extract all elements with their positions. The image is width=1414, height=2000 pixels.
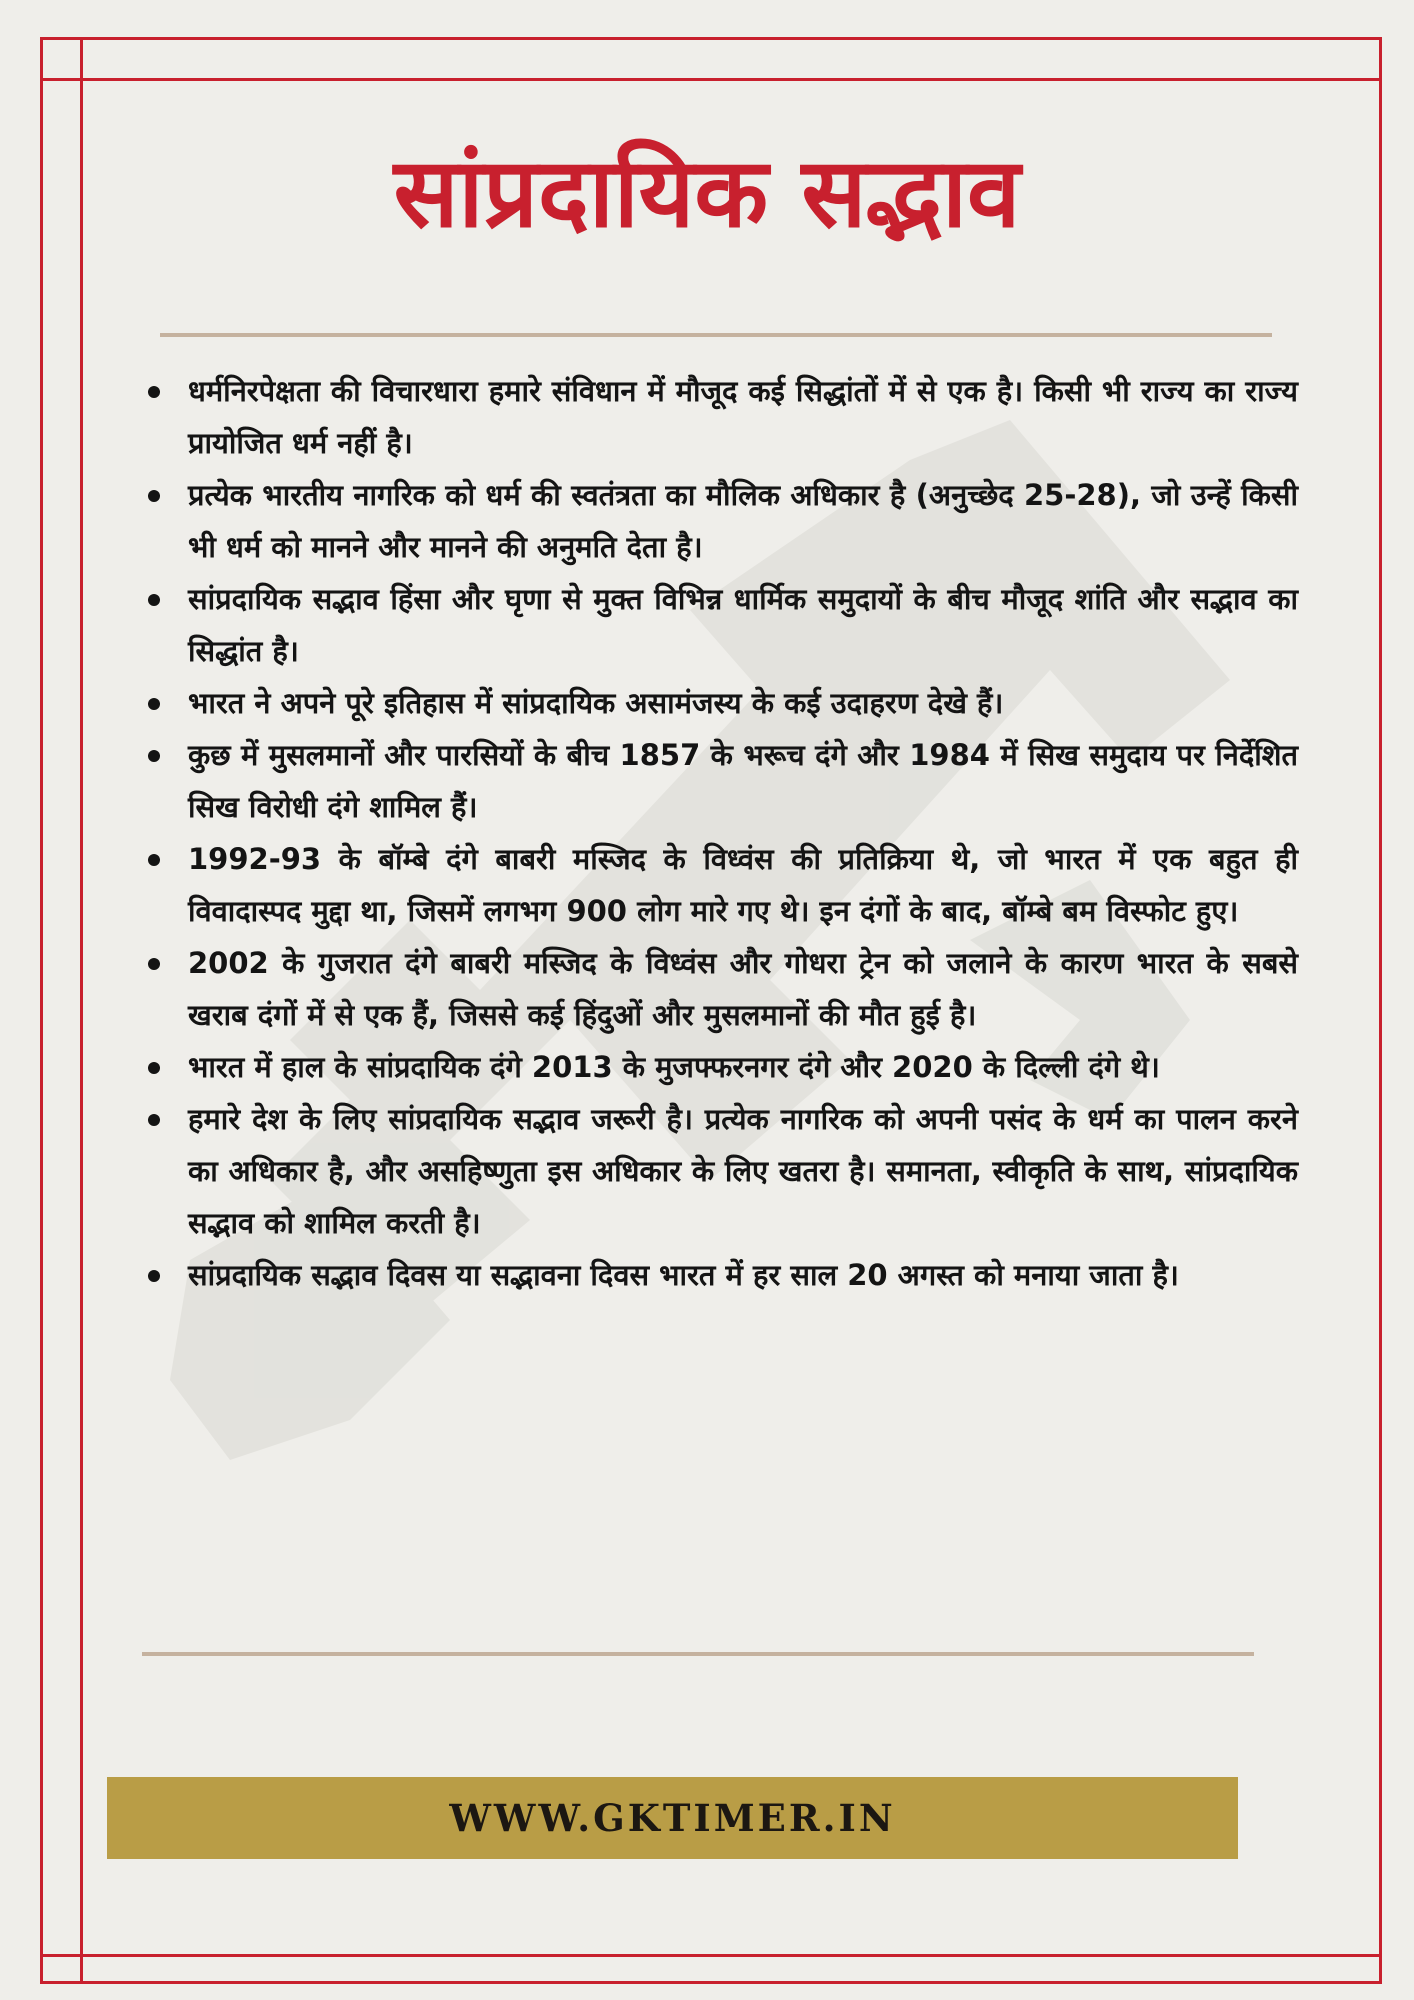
list-item: [148, 937, 1298, 1041]
list-item-text: सांप्रदायिक सद्भाव दिवस या सद्भावना दिवस भारत में हर साल 20 अगस्त को मनाया जाता है।: [188, 1258, 1179, 1292]
title-divider: [160, 333, 1272, 337]
list-item-text: धर्मनिरपेक्षता की विचारधारा हमारे संविधान में मौजूद कई सिद्धांतों में से एक है। किसी भी राज्य का राज्य प्रायोजित धर्म नहीं है।: [188, 374, 1298, 460]
bullet-icon: [148, 854, 160, 866]
list-item-text: 1992-93 के बॉम्बे दंगे बाबरी मस्जिद के विध्वंस की प्रतिक्रिया थे, जो भारत में एक बहुत ही विवादास्पद मुद्दा था, जिसमें लगभग 900 लोग मारे गए थे। इन दंगों के बाद, बॉम्बे बम विस्फोट हुए।: [188, 842, 1298, 928]
list-item: [148, 1041, 1298, 1093]
bullet-icon: [148, 958, 160, 970]
footer-banner[interactable]: [107, 1777, 1238, 1859]
list-item-text: कुछ में मुसलमानों और पारसियों के बीच 1857 के भरूच दंगे और 1984 में सिख समुदाय पर निर्देशित सिख विरोधी दंगे शामिल हैं।: [188, 738, 1298, 824]
page-title: सांप्रदायिक सद्भाव: [393, 137, 1021, 249]
bullet-icon: [148, 1114, 160, 1126]
list-item: [148, 1249, 1298, 1301]
bullet-list: [148, 365, 1298, 1301]
list-item-text: सांप्रदायिक सद्भाव हिंसा और घृणा से मुक्त विभिन्न धार्मिक समुदायों के बीच मौजूद शांति और सद्भाव का सिद्धांत है।: [188, 582, 1298, 668]
list-item-text: भारत ने अपने पूरे इतिहास में सांप्रदायिक असामंजस्य के कई उदाहरण देखे हैं।: [188, 686, 1004, 720]
list-item: [148, 729, 1298, 833]
bullet-icon: [148, 1270, 160, 1282]
bullet-icon: [148, 698, 160, 710]
footer-divider: [142, 1652, 1254, 1656]
list-item: [148, 833, 1298, 937]
content-body: [148, 365, 1298, 1301]
list-item: [148, 469, 1298, 573]
list-item: [148, 573, 1298, 677]
list-item-text: हमारे देश के लिए सांप्रदायिक सद्भाव जरूरी है। प्रत्येक नागरिक को अपनी पसंद के धर्म का पालन करने का अधिकार है, और असहिष्णुता इस अधिकार के लिए खतरा है। समानता, स्वीकृति के साथ, सांप्रदायिक सद्भाव को शामिल करती है।: [188, 1102, 1298, 1240]
bullet-icon: [148, 490, 160, 502]
list-item: [148, 1093, 1298, 1249]
list-item-text: प्रत्येक भारतीय नागरिक को धर्म की स्वतंत्रता का मौलिक अधिकार है (अनुच्छेद 25-28), जो उन्हें किसी भी धर्म को मानने और मानने की अनुमति देता है।: [188, 478, 1298, 564]
list-item-text: 2002 के गुजरात दंगे बाबरी मस्जिद के विध्वंस और गोधरा ट्रेन को जलाने के कारण भारत के सबसे खराब दंगों में से एक हैं, जिससे कई हिंदुओं और मुसलमानों की मौत हुई है।: [188, 946, 1298, 1032]
list-item: [148, 365, 1298, 469]
bullet-icon: [148, 1062, 160, 1074]
bullet-icon: [148, 750, 160, 762]
bullet-icon: [148, 386, 160, 398]
list-item: [148, 677, 1298, 729]
website-link[interactable]: WWW.GKTIMER.IN: [449, 1796, 896, 1840]
bullet-icon: [148, 594, 160, 606]
list-item-text: भारत में हाल के सांप्रदायिक दंगे 2013 के मुजफ्फरनगर दंगे और 2020 के दिल्ली दंगे थे।: [188, 1050, 1160, 1084]
